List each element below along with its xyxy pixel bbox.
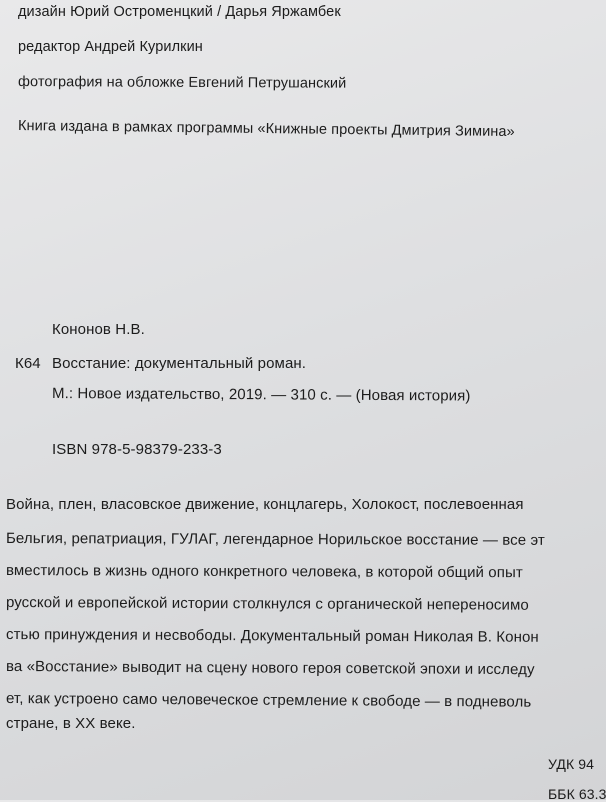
credit-cover-photo: фотография на обложке Евгений Петрушанский xyxy=(17,74,347,92)
bib-title: Восстание: документальный роман. xyxy=(52,355,307,372)
credit-design: дизайн Юрий Остроменцкий / Дарья Яржамбек xyxy=(18,4,341,20)
bib-code: К64 xyxy=(15,355,41,372)
abstract-line: ет, как устроено само человеческое стремление к свободе — в подневоль xyxy=(5,690,532,711)
credit-editor: редактор Андрей Курилкин xyxy=(18,39,203,55)
abstract-line: русской и европейской истории столкнулся с органической непереносимо xyxy=(5,594,529,614)
bib-isbn: ISBN 978-5-98379-233-3 xyxy=(52,441,222,458)
bib-imprint: М.: Новое издательство, 2019. — 310 с. — (Новая история) xyxy=(51,385,471,405)
bib-author: Кононов Н.В. xyxy=(52,321,145,338)
abstract-line: стране, в XX веке. xyxy=(6,715,136,732)
udc-code: УДК 94 xyxy=(548,756,594,772)
bbk-code: ББК 63.3 xyxy=(548,786,606,802)
program-note: Книга издана в рамках программы «Книжные проекты Дмитрия Зимина» xyxy=(17,118,515,141)
abstract-line: Бельгия, репатриация, ГУЛАГ, легендарное Норильское восстание — все эт xyxy=(5,530,545,549)
abstract-line: Война, плен, власовское движение, концлагерь, Холокост, послевоенная xyxy=(6,496,524,513)
abstract-line: ва «Восстание» выводит на сцену нового героя советской эпохи и исследу xyxy=(5,658,535,679)
abstract-line: вместилось в жизнь одного конкретного человека, в которой общий опыт xyxy=(5,562,523,582)
abstract-line: стью принуждения и несвободы. Документальный роман Николая В. Конон xyxy=(5,626,539,646)
